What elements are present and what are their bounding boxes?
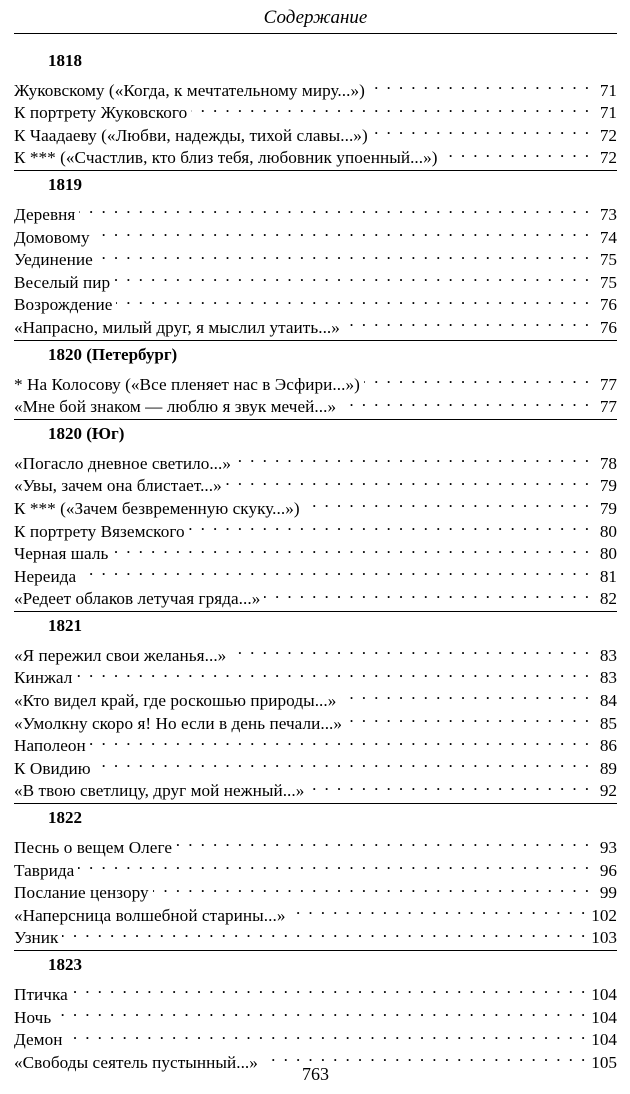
entry-title: Черная шаль xyxy=(14,544,109,564)
entry-title: Наполеон xyxy=(14,736,86,756)
entry-page-number: 80 xyxy=(599,521,617,541)
toc-entry xyxy=(14,683,617,711)
dot-leader xyxy=(90,729,591,752)
entry-title: Кинжал xyxy=(14,668,73,688)
dot-leader xyxy=(80,559,591,582)
page-number: 763 xyxy=(302,1064,329,1084)
dot-leader xyxy=(72,977,587,1000)
dot-leader xyxy=(79,197,591,220)
entry-page-number: 77 xyxy=(599,374,617,394)
dot-leader xyxy=(230,638,591,661)
entry-page-number: 81 xyxy=(599,566,617,586)
toc-entry xyxy=(14,582,617,609)
book-page xyxy=(14,0,617,1094)
dot-leader xyxy=(78,853,591,876)
running-header: Содержание xyxy=(263,7,368,28)
dot-leader xyxy=(340,390,591,413)
dot-leader xyxy=(264,582,591,605)
entry-page-number: 71 xyxy=(599,80,617,100)
entry-page-number: 75 xyxy=(599,250,617,270)
dot-leader xyxy=(226,469,591,492)
toc-section xyxy=(14,340,617,419)
entry-page-number: 75 xyxy=(599,272,617,292)
entry-title: Уединение xyxy=(14,250,93,270)
dot-leader xyxy=(116,288,591,311)
toc-entry xyxy=(14,729,617,756)
toc-entry xyxy=(14,977,617,1004)
entry-title: К *** («Зачем безвременную скуку...») xyxy=(14,498,300,518)
toc-entry xyxy=(14,197,617,224)
toc-entry xyxy=(14,751,617,778)
dot-leader xyxy=(346,706,591,729)
entry-page-number: 104 xyxy=(591,985,617,1004)
entry-title: «Мне бой знаком — люблю я звук мечей...» xyxy=(14,397,337,417)
entry-page-number: 84 xyxy=(599,691,617,711)
entry-title: Домовому xyxy=(14,227,90,247)
dot-leader xyxy=(191,96,591,119)
toc-entry xyxy=(14,661,617,688)
toc-section xyxy=(14,419,617,611)
dot-leader xyxy=(76,661,591,684)
dot-leader xyxy=(304,491,591,514)
toc-entry xyxy=(14,774,617,801)
entry-title: «Погасло дневное светило...» xyxy=(14,453,232,473)
entry-page-number: 76 xyxy=(599,295,617,315)
toc-entry xyxy=(14,638,617,665)
entry-title: К *** («Счастлив, кто близ тебя, любовник упоенный...») xyxy=(14,148,438,168)
entry-page-number: 82 xyxy=(599,589,617,609)
entry-title: Жуковскому («Когда, к мечтательному миру...») xyxy=(14,80,365,100)
toc-entry xyxy=(14,559,617,586)
section-year-heading: 1820 (Петербург) xyxy=(48,344,178,364)
entry-page-number: 92 xyxy=(599,781,617,801)
dot-leader xyxy=(369,73,591,96)
entry-page-number: 96 xyxy=(599,860,617,880)
dot-leader xyxy=(55,1000,587,1023)
entry-page-number: 105 xyxy=(591,1052,617,1072)
entry-title: «В твою светлицу, друг мой нежный...» xyxy=(14,781,305,801)
entry-page-number: 76 xyxy=(599,317,617,337)
toc-section xyxy=(14,803,617,950)
entry-page-number: 102 xyxy=(591,905,617,925)
entry-title: К портрету Жуковского xyxy=(14,103,188,123)
entry-title: Нереида xyxy=(14,566,77,586)
entry-page-number: 73 xyxy=(599,204,617,224)
section-year-heading: 1819 xyxy=(48,175,82,195)
dot-leader xyxy=(66,1023,587,1046)
entry-page-number: 79 xyxy=(599,476,617,496)
dot-leader xyxy=(340,683,591,706)
entry-page-number: 89 xyxy=(599,758,617,778)
section-year-heading: 1820 (Юг) xyxy=(48,424,125,444)
entry-page-number: 79 xyxy=(599,498,617,518)
toc-entry xyxy=(14,876,617,903)
entry-title: «Напрасно, милый друг, я мыслил утаить...» xyxy=(14,317,340,337)
toc-section xyxy=(14,170,617,340)
entry-title: Возрождение xyxy=(14,295,113,315)
dot-leader xyxy=(372,118,591,141)
entry-page-number: 86 xyxy=(599,736,617,756)
section-year-heading: 1823 xyxy=(48,955,82,975)
entry-page-number: 74 xyxy=(599,227,617,247)
entry-title: Таврида xyxy=(14,860,75,880)
entry-title: Послание цензору xyxy=(14,883,149,903)
dot-leader xyxy=(94,220,591,243)
dot-leader xyxy=(62,921,587,944)
dot-leader xyxy=(97,243,591,266)
entry-page-number: 72 xyxy=(599,125,617,145)
toc-entry xyxy=(14,73,617,100)
dot-leader xyxy=(235,446,591,469)
toc-entry xyxy=(14,265,617,292)
dot-leader xyxy=(189,514,591,537)
section-year-heading: 1818 xyxy=(48,51,82,70)
entry-title: К портрету Вяземского xyxy=(14,521,185,541)
entry-title: «Свободы сеятель пустынный...» xyxy=(14,1052,258,1072)
toc-entry xyxy=(14,1023,617,1050)
dot-leader xyxy=(442,141,591,164)
entry-page-number: 77 xyxy=(599,397,617,417)
entry-title: «Наперсница волшебной старины...» xyxy=(14,905,286,925)
entry-title: «Редеет облаков летучая гряда...» xyxy=(14,589,261,609)
toc-entry xyxy=(14,1000,617,1027)
entry-title: «Увы, зачем она блистает...» xyxy=(14,476,222,496)
entry-title: Птичка xyxy=(14,985,68,1004)
entry-page-number: 78 xyxy=(599,453,617,473)
toc-section xyxy=(14,49,617,170)
toc-entry xyxy=(14,220,617,247)
table-of-contents xyxy=(14,49,617,1075)
entry-title: Веселый пир xyxy=(14,272,111,292)
dot-leader xyxy=(153,876,591,899)
dot-leader xyxy=(289,898,587,921)
dot-leader xyxy=(344,310,591,333)
entry-title: К Овидию xyxy=(14,758,91,778)
entry-page-number: 85 xyxy=(599,713,617,733)
section-year-heading: 1822 xyxy=(48,808,82,828)
entry-title: Песнь о вещем Олеге xyxy=(14,838,173,858)
entry-page-number: 83 xyxy=(599,668,617,688)
toc-entry xyxy=(14,446,617,473)
entry-page-number: 80 xyxy=(599,544,617,564)
header-rule xyxy=(14,33,617,34)
entry-page-number: 93 xyxy=(599,838,617,858)
dot-leader xyxy=(364,367,591,390)
entry-title: К Чаадаеву («Любви, надежды, тихой славы...») xyxy=(14,125,368,145)
toc-entry xyxy=(14,367,617,394)
entry-title: «Умолкну скоро я! Но если в день печали...» xyxy=(14,713,343,733)
section-year-heading: 1821 xyxy=(48,616,82,636)
entry-page-number: 104 xyxy=(591,1007,617,1027)
entry-title: «Кто видел край, где роскошью природы...» xyxy=(14,691,337,711)
entry-title: Демон xyxy=(14,1030,63,1050)
dot-leader xyxy=(95,751,591,774)
toc-entry xyxy=(14,853,617,880)
toc-section xyxy=(14,950,617,1074)
dot-leader xyxy=(176,830,591,853)
entry-page-number: 83 xyxy=(599,645,617,665)
entry-title: Деревня xyxy=(14,204,76,224)
toc-entry xyxy=(14,830,617,858)
dot-leader xyxy=(112,537,591,560)
toc-section xyxy=(14,611,617,803)
toc-entry xyxy=(14,921,617,948)
entry-page-number: 104 xyxy=(591,1030,617,1050)
dot-leader xyxy=(308,774,591,797)
entry-page-number: 72 xyxy=(599,148,617,168)
entry-title: * На Колосову («Все пленяет нас в Эсфири...») xyxy=(14,374,360,394)
entry-title: Узник xyxy=(14,928,59,948)
dot-leader xyxy=(114,265,591,288)
entry-page-number: 99 xyxy=(599,883,617,903)
entry-title: «Я пережил свои желанья...» xyxy=(14,645,227,665)
entry-page-number: 103 xyxy=(591,928,617,948)
toc-entry xyxy=(14,243,617,270)
entry-page-number: 71 xyxy=(599,103,617,123)
entry-title: Ночь xyxy=(14,1007,52,1027)
